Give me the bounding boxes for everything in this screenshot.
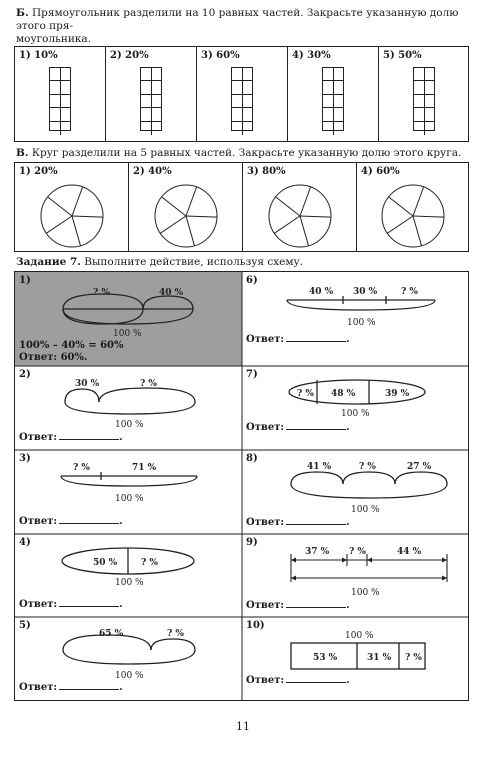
circle-radius — [413, 216, 422, 246]
circle-radius — [46, 216, 72, 233]
svg-text:48 %: 48 % — [331, 389, 356, 399]
svg-text:100 %: 100 % — [115, 671, 144, 681]
svg-text:41 %: 41 % — [307, 462, 332, 472]
svg-text:39 %: 39 % — [385, 389, 410, 399]
rectangle-10-parts[interactable] — [231, 67, 253, 131]
svg-text:? %: ? % — [401, 287, 418, 297]
svg-text:? %: ? % — [405, 653, 422, 663]
answer-field[interactable]: Ответ: . — [246, 334, 350, 345]
example-answer: Ответ: 60%. — [19, 352, 88, 363]
task7-title: Задание 7. Выполните действие, используя схему. — [16, 256, 304, 268]
svg-text:100 %: 100 % — [115, 578, 144, 588]
circle-radius — [72, 216, 103, 217]
svg-text:30 %: 30 % — [353, 287, 378, 297]
circle-radius — [276, 197, 300, 216]
answer-field[interactable]: Ответ: . — [246, 517, 350, 528]
svg-text:100 %: 100 % — [113, 329, 142, 339]
rectangle-10-parts[interactable] — [49, 67, 71, 131]
circle-radius — [186, 216, 217, 217]
svg-text:100 %: 100 % — [115, 494, 144, 504]
circle-radius — [413, 216, 444, 217]
svg-text:71 %: 71 % — [132, 463, 157, 473]
svg-text:? %: ? % — [93, 288, 110, 298]
svg-text:100 %: 100 % — [341, 409, 370, 419]
circle-radius — [300, 216, 309, 246]
svg-text:37 %: 37 % — [305, 547, 330, 557]
svg-text:? %: ? % — [140, 379, 157, 389]
svg-text:27 %: 27 % — [407, 462, 432, 472]
svg-text:53 %: 53 % — [313, 653, 338, 663]
svg-text:100 %: 100 % — [347, 318, 376, 328]
answer-field[interactable]: Ответ: . — [246, 675, 350, 686]
svg-text:? %: ? % — [167, 629, 184, 639]
section-v-table: 1) 20% 2) 40% 3) 80% 4) 60% — [14, 162, 469, 252]
svg-text:100 %: 100 % — [351, 505, 380, 515]
circle-radius — [389, 197, 413, 216]
svg-text:100 %: 100 % — [345, 631, 374, 641]
circle-radius — [387, 216, 413, 233]
page-number: 11 — [236, 720, 250, 733]
circle-radius — [186, 216, 195, 246]
answer-field[interactable]: Ответ: . — [19, 682, 123, 693]
section-v-text: В. Круг разделили на 5 равных частей. Закрасьте указанную долю этого круга. — [16, 147, 462, 159]
circle-radius — [72, 187, 83, 216]
svg-text:? %: ? % — [73, 463, 90, 473]
svg-text:44 %: 44 % — [397, 547, 422, 557]
circle-radius — [48, 197, 72, 216]
svg-text:? %: ? % — [349, 547, 366, 557]
section-b-table: 1) 10% 2) 20% 3) 60% 4) 30% 5) 50% — [14, 46, 469, 142]
svg-text:31 %: 31 % — [367, 653, 392, 663]
task7-table: ? % 40 % 100 % 30 % ? % 100 % ? % 71 % 100 % 50 % ? % 100 % 65 % ? % 100 % 40 % 30 % ? % 100 % ? % 48 % 39 % 100 % 41 % ? % 27 % 100 % 37 % ? % 44 % 100 % 100 % 53 % 31 % ? % 1) 100% – 40% = 60% Ответ: 60%. 2) 3) 4) 5) 6) 7) 8) 9) 10) Ответ: . Ответ: . Ответ: . Ответ: . Ответ: . Ответ: . Ответ: . Ответ: . Ответ: . — [14, 271, 469, 701]
svg-text:40 %: 40 % — [159, 288, 184, 298]
answer-field[interactable]: Ответ: . — [246, 422, 350, 433]
total-label: 100 % — [115, 420, 144, 430]
rectangle-10-parts[interactable] — [413, 67, 435, 131]
svg-text:100 %: 100 % — [351, 588, 380, 598]
svg-text:30 %: 30 % — [75, 379, 100, 389]
svg-text:40 %: 40 % — [309, 287, 334, 297]
circle-radius — [186, 187, 197, 216]
task7-schemes — [15, 272, 468, 700]
svg-text:50 %: 50 % — [93, 558, 118, 568]
svg-text:? %: ? % — [141, 558, 158, 568]
circle-radius — [300, 187, 311, 216]
rectangle-10-parts[interactable] — [140, 67, 162, 131]
answer-field[interactable]: Ответ: . — [19, 432, 123, 443]
answer-field[interactable]: Ответ: . — [246, 600, 350, 611]
circle-radius — [274, 216, 300, 233]
circles-5-parts — [15, 163, 468, 251]
circle-radius — [72, 216, 81, 246]
circle-radius — [300, 216, 331, 217]
svg-text:65 %: 65 % — [99, 629, 124, 639]
answer-field[interactable]: Ответ: . — [19, 516, 123, 527]
example-calc: 100% – 40% = 60% — [19, 340, 124, 351]
circle-radius — [413, 187, 424, 216]
answer-field[interactable]: Ответ: . — [19, 599, 123, 610]
rectangle-10-parts[interactable] — [322, 67, 344, 131]
section-b-text: Б. Прямоугольник разделили на 10 равных частей. Закрасьте указанную долю этого пря- моугольника. — [16, 7, 459, 45]
svg-text:? %: ? % — [359, 462, 376, 472]
svg-text:? %: ? % — [297, 389, 314, 399]
circle-radius — [160, 216, 186, 233]
circle-radius — [162, 197, 186, 216]
